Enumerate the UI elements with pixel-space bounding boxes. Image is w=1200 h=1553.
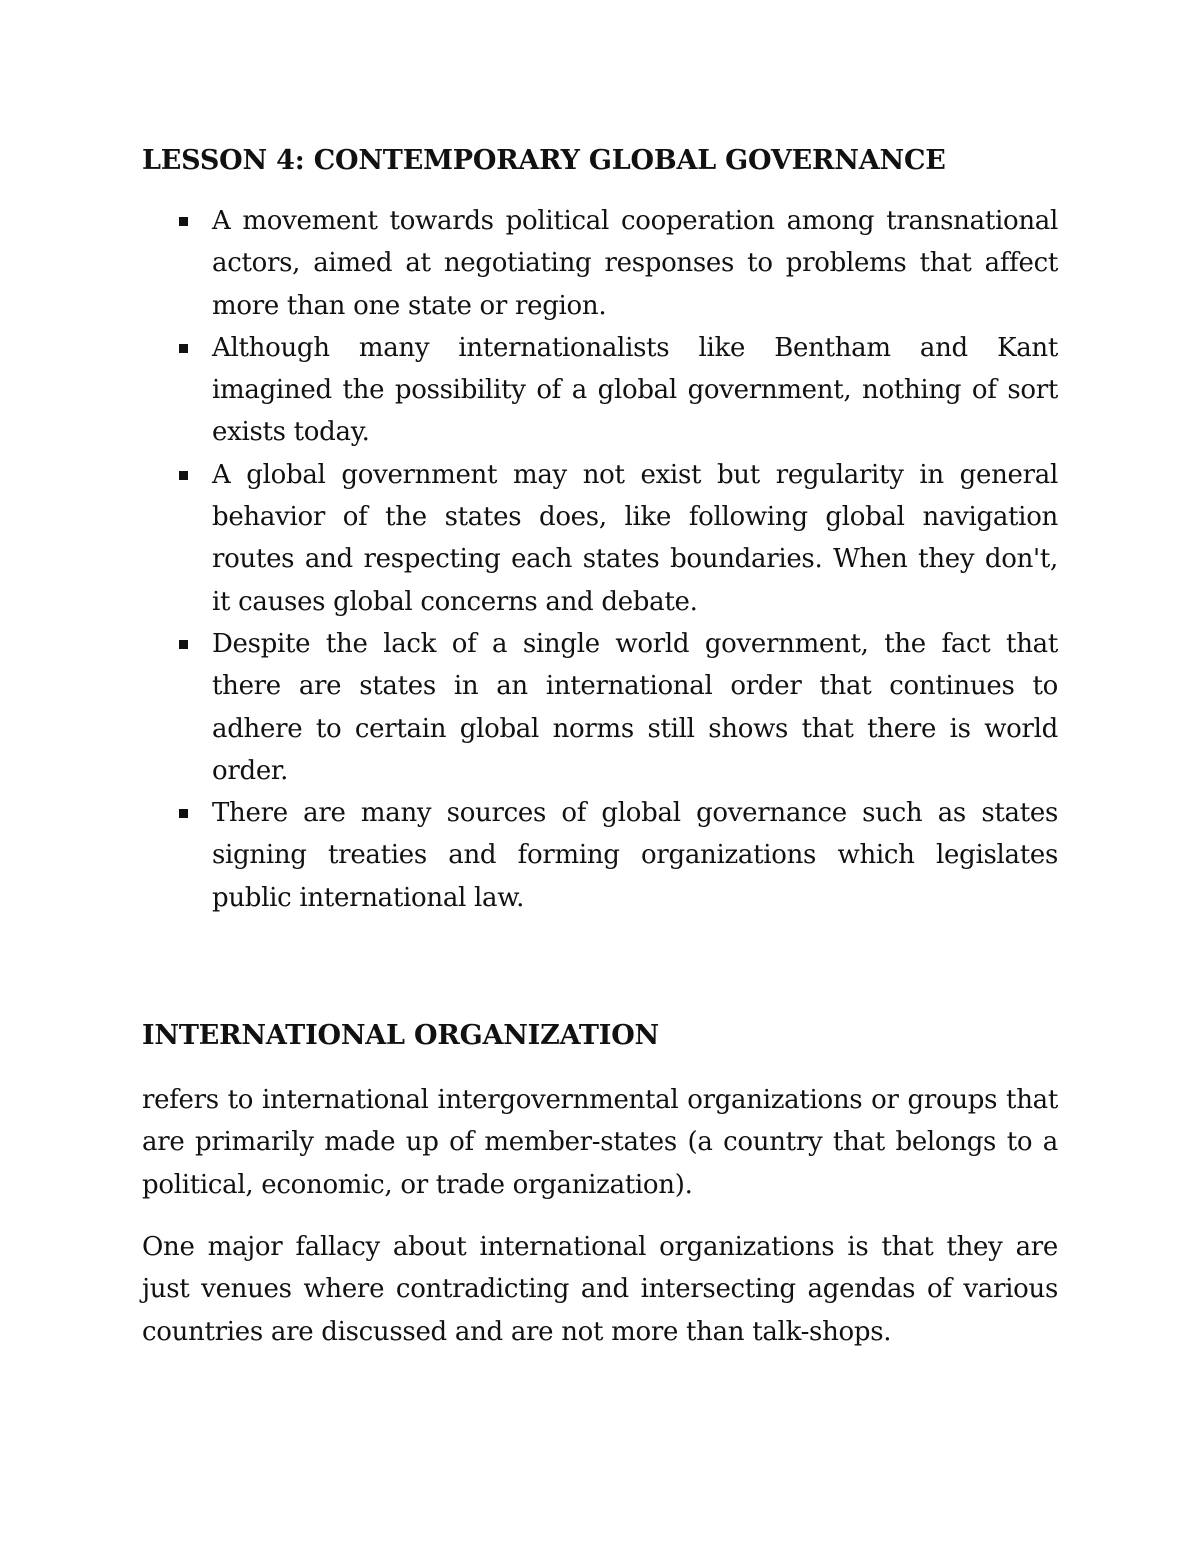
square-bullet-icon	[179, 344, 188, 353]
bullet-text: There are many sources of global governance such as states signing treaties and forming organizations which legislates public international law.	[212, 798, 1058, 913]
square-bullet-icon	[179, 809, 188, 818]
bullet-item	[142, 623, 1058, 792]
bullet-text: A global government may not exist but regularity in general behavior of the states does, like following global navigation routes and respecting each states boundaries. When they don't, it causes global concerns and debate.	[212, 459, 1058, 617]
section-title: INTERNATIONAL ORGANIZATION	[142, 1020, 660, 1052]
bullet-item	[142, 454, 1058, 623]
bullet-item	[142, 200, 1058, 327]
square-bullet-icon	[179, 640, 188, 649]
page-content	[142, 140, 1058, 1353]
bullet-text: Although many internationalists like Bentham and Kant imagined the possibility of a global government, nothing of sort exists today.	[212, 332, 1058, 448]
section-spacer	[142, 919, 1058, 1015]
lesson-title: LESSON 4: CONTEMPORARY GLOBAL GOVERNANCE	[142, 145, 946, 176]
square-bullet-icon	[179, 217, 188, 226]
square-bullet-icon	[179, 471, 188, 480]
definition-paragraph: refers to international intergovernmental organizations or groups that are primarily made up of member-states (a country that belongs to a political, economic, or trade organization).	[142, 1085, 1058, 1200]
lesson-bullet-list	[142, 200, 1058, 919]
fallacy-paragraph: One major fallacy about international organizations is that they are just venues where contradicting and intersecting agendas of various countries are discussed and are not more than talk-shops.	[142, 1231, 1058, 1347]
bullet-text: A movement towards political cooperation among transnational actors, aimed at negotiating responses to problems that affect more than one state or region.	[212, 206, 1058, 321]
bullet-item	[142, 792, 1058, 919]
bullet-text: Despite the lack of a single world government, the fact that there are states in an international order that continues to adhere to certain global norms still shows that there is world order.	[212, 628, 1058, 786]
bullet-item	[142, 327, 1058, 454]
